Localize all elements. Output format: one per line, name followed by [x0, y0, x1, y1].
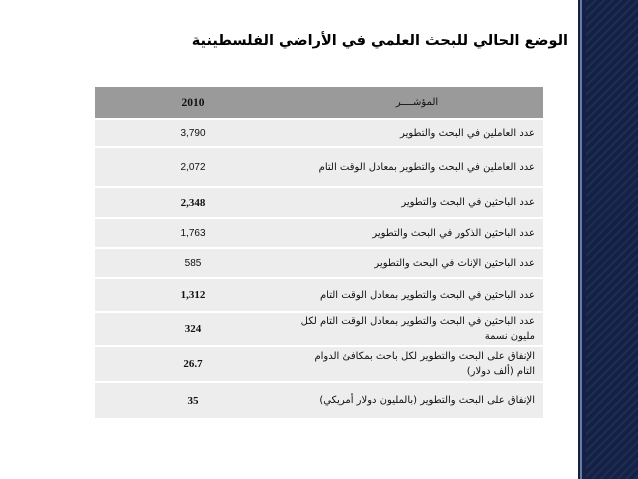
row-indicator: عدد الباحثين الإناث في البحث والتطوير: [291, 248, 543, 278]
row-value: 324: [95, 312, 291, 346]
row-value: 3,790: [95, 119, 291, 147]
table-row: [95, 382, 543, 418]
row-value: 35: [95, 382, 291, 418]
header-year: 2010: [95, 87, 291, 119]
table-row: [95, 312, 543, 346]
sidebar-decoration: [578, 0, 638, 479]
header-indicator: المؤشــــر: [291, 87, 543, 119]
table-row: [95, 147, 543, 187]
table-row: [95, 187, 543, 218]
row-indicator: عدد الباحثين في البحث والتطوير بمعادل الوقت التام لكل مليون نسمة: [291, 312, 543, 346]
table-row: [95, 346, 543, 382]
table-row: [95, 278, 543, 312]
row-value: 2,348: [95, 187, 291, 218]
row-value: 1,763: [95, 218, 291, 248]
sidebar-pattern: [586, 0, 638, 479]
row-indicator: الإنفاق على البحث والتطوير (بالمليون دولار أمريكي): [291, 382, 543, 418]
row-value: 26.7: [95, 346, 291, 382]
row-value: 1,312: [95, 278, 291, 312]
sidebar-edge-line: [580, 0, 582, 479]
row-indicator: الإنفاق على البحث والتطوير لكل باحث بمكافئ الدوام التام (ألف دولار): [291, 346, 543, 382]
row-indicator: عدد العاملين في البحث والتطوير: [291, 119, 543, 147]
indicators-table: [95, 87, 543, 418]
row-value: 2,072: [95, 147, 291, 187]
table-row: [95, 119, 543, 147]
table-header-row: [95, 87, 543, 119]
row-indicator: عدد الباحثين في البحث والتطوير بمعادل الوقت التام: [291, 278, 543, 312]
row-indicator: عدد الباحثين الذكور في البحث والتطوير: [291, 218, 543, 248]
table-row: [95, 218, 543, 248]
row-indicator: عدد العاملين في البحث والتطوير بمعادل الوقت التام: [291, 147, 543, 187]
row-indicator: عدد الباحثين في البحث والتطوير: [291, 187, 543, 218]
row-value: 585: [95, 248, 291, 278]
page-title: الوضع الحالي للبحث العلمي في الأراضي الفلسطينية: [191, 33, 568, 49]
table-row: [95, 248, 543, 278]
